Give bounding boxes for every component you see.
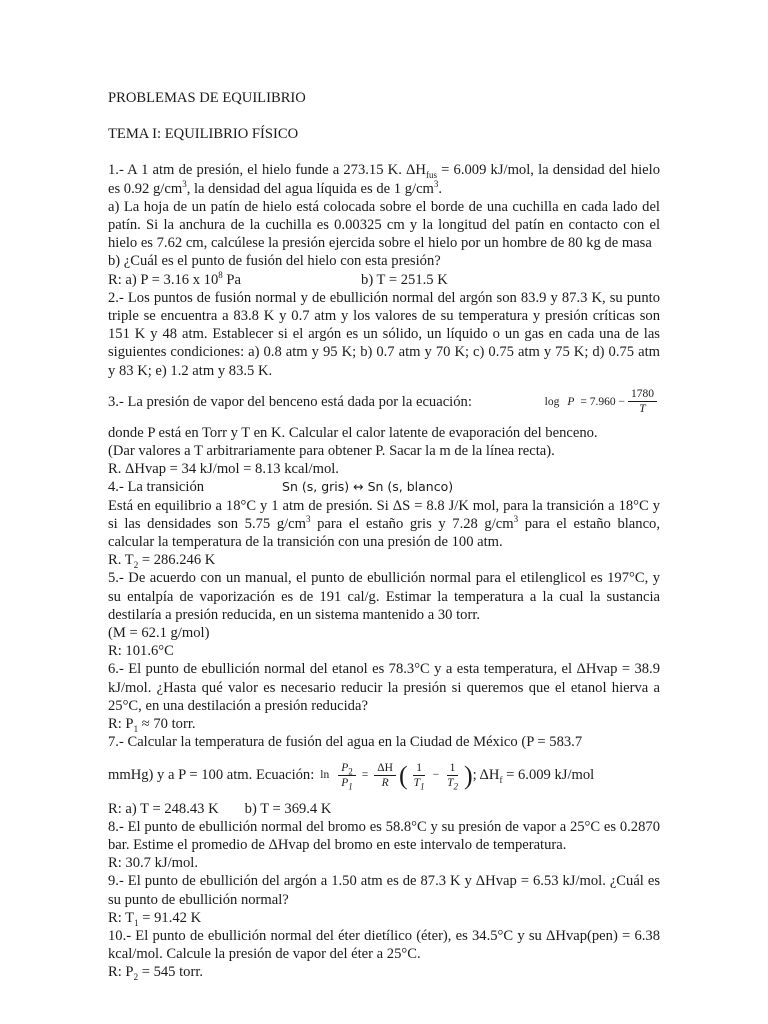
problem-6-statement: 6.- El punto de ebullición normal del etanol es 78.3°C y a esta temperatura, el ΔHvap = 38.9 kJ/mol. ¿Hasta qué valor es necesario reducir la presión si queremos que el etanol hierva a 25°C, en una destilación a presión reducida? xyxy=(108,661,660,714)
problem-4-answer: R. $T_2 = 286.246$ K xyxy=(108,552,216,571)
problem-1-answer: R: a) P = 3.16 x $10^8$ Pa b) T = 251.5 K xyxy=(108,269,448,288)
problem-7-answer: R: a) T = 248.43 K b) T = 369.4 K xyxy=(108,800,332,817)
inverse-t1: $\frac{1}{T_1}$ xyxy=(413,762,425,792)
pressure-ratio: $\frac{P_2}{P_1}$ xyxy=(338,761,356,790)
problem-3-equation-line xyxy=(108,380,660,424)
problem-2-statement: 2.- Los puntos de fusión normal y de ebullición normal del argón son 83.9 y 87.3 K, su punto triple se encuentra a 83.8 K y 0.7 atm y los valores de su temperatura y presión críticas son 151 K y 48 atm. Establecer si el argón es un sólido, un líquido o un gas en cada una de las siguientes condiciones: a) 0.8 atm y 95 K; b) 0.7 atm y 70 K; c) 0.75 atm y 75 K; d) 0.75 atm y 83 K; e) 1.2 atm y 83.5 K. xyxy=(108,289,660,379)
problem-7-equation-line xyxy=(108,752,660,800)
problem-4-statement: Está en equilibrio a 18°C y 1 atm de presión. Si ΔS = 8.8 J/K mol, para la transición a 18°C y si las densidades son 5.75 $g/cm^3$ para el estaño gris y 7.28 $g/cm^3$ para el estaño blanco, calcular la temperatura de la transición con una presión de 100 atm. xyxy=(108,497,660,551)
document-title: PROBLEMAS DE EQUILIBRIO xyxy=(108,90,306,106)
clausius-clapeyron-equation: ln $\frac{P_2}{P_1}$ = $\frac{\Delta H}{R}$ ( $\frac{1}{T_1}$ − $\frac{1}{T_2}$ ) xyxy=(320,760,473,792)
problem-10-statement: 10.- El punto de ebullición normal del éter dietílico (éter), es 34.5°C y su ΔHvap(pen) = 6.38 kcal/mol. Calcule la presión de vapor del éter a 25°C. xyxy=(108,927,660,963)
problem-7-lead: mmHg) y a P = 100 atm. Ecuación: xyxy=(108,767,315,784)
problem-5-statement: 5.- De acuerdo con un manual, el punto de ebullición normal para el etilenglicol es 197°C, y su entalpía de vaporización es de 191 cal/g. Estimar la temperatura a la cual la sustancia destilaría a presión reducida, en un sistema mantenido a 30 torr. xyxy=(108,570,660,623)
problem-8-answer: R: 30.7 kJ/mol. xyxy=(108,855,199,872)
problem-8-statement: 8.- El punto de ebullición normal del bromo es 58.8°C y su presión de vapor a 25°C es 0.2870 bar. Estime el promedio de ΔHvap del bromo en este intervalo de temperatura. xyxy=(108,818,660,853)
problem-1-part-a: a) La hoja de un patín de hielo está colocada sobre el borde de una cuchilla en cada lado del patín. Si la anchura de la cuchilla es 0.00325 cm y la longitud del patín en contacto con el hielo es 7.62 cm, calcúlese la presión ejercida sobre el hielo por un hombre de 80 kg de masa xyxy=(108,198,660,252)
fusion-enthalpy: ; $\Delta H_f = 6.009$ kJ/mol xyxy=(472,767,595,786)
problem-3-answer: R. ΔHvap = 34 kJ/mol = 8.13 kcal/mol. xyxy=(108,461,339,478)
problem-5-molar-mass: (M = 62.1 g/mol) xyxy=(108,625,210,642)
problem-6-answer: R: $P_1 \approx 70$ torr. xyxy=(108,716,196,734)
problem-9-statement: 9.- El punto de ebullición del argón a 1.50 atm es de 87.3 K y ΔHvap = 6.53 kJ/mol. ¿Cuál es su punto de ebullición normal? xyxy=(108,873,660,908)
problem-9-answer: R: $T_1 = 91.42$ K xyxy=(108,909,202,928)
problem-3-line-2: donde P está en Torr y T en K. Calcular el calor latente de evaporación del benceno. xyxy=(108,424,598,441)
inverse-t2: $\frac{1}{T_2}$ xyxy=(447,762,458,792)
problem-7-line-1: 7.- Calcular la temperatura de fusión del agua en la Ciudad de México (P = 583.7 xyxy=(108,734,583,751)
enthalpy-ratio: $\frac{\Delta H}{R}$ xyxy=(374,761,396,790)
problem-1-part-b: b) ¿Cuál es el punto de fusión del hielo con esta presión? xyxy=(108,253,441,270)
equation-fraction: $\frac{1780}{T}$ xyxy=(628,387,657,416)
problem-1-statement: 1.- A 1 atm de presión, el hielo funde a 273.15 K. $\Delta H_{fus} = 6.009$ kJ/mol, la densidad del hielo es 0.92 $g/cm^3$, la densidad del agua líquida es de 1 $g/cm^3$. xyxy=(108,162,661,197)
tin-transition-reaction: Sn (s, gris) ↔ Sn (s, blanco) xyxy=(282,479,454,495)
benzene-vapor-equation: log P = 7.960 − $\frac{1780}{T}$ xyxy=(545,387,660,416)
problem-4-lead-line: 4.- La transición Sn (s, gris) ↔ Sn (s, blanco) xyxy=(108,479,454,496)
topic-heading: TEMA I: EQUILIBRIO FÍSICO xyxy=(108,126,299,143)
problem-10-answer: R: $P_2 = 545$ torr. xyxy=(108,964,204,983)
problem-3-lead: 3.- La presión de vapor del benceno está dada por la ecuación: xyxy=(108,393,472,410)
document-page xyxy=(108,89,660,982)
problem-3-line-3: (Dar valores a T arbitrariamente para obtener P. Sacar la m de la línea recta). xyxy=(108,443,555,460)
problem-5-answer: R: 101.6°C xyxy=(108,643,174,660)
